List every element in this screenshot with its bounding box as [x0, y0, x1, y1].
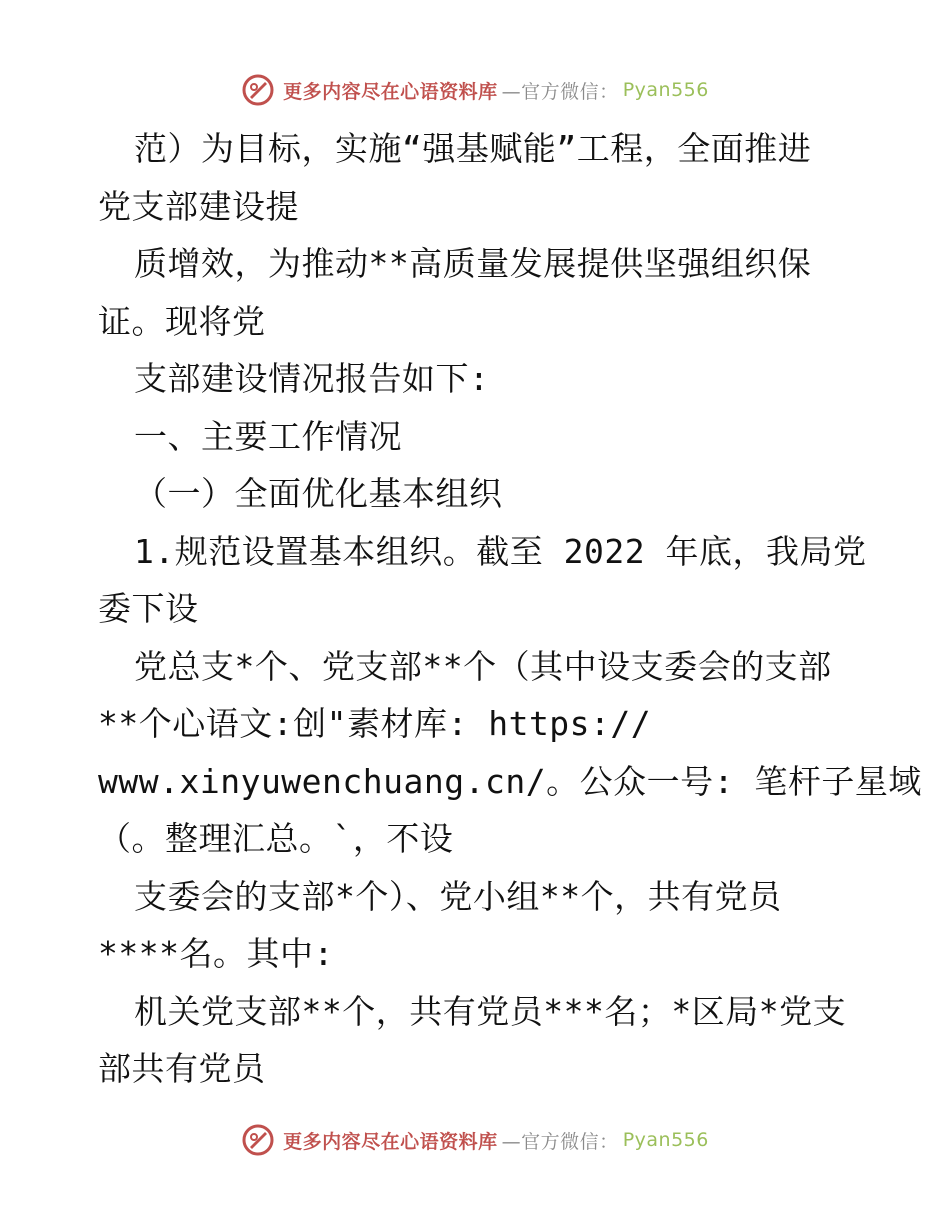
body-line: **个心语文:创"素材库: https://	[98, 704, 652, 743]
banner-title: 更多内容尽在心语资料库	[283, 80, 498, 103]
body-line: 机关党支部**个，共有党员***名；*区局*党支	[134, 991, 847, 1031]
section-heading: 一、主要工作情况	[134, 416, 402, 456]
body-line: 支委会的支部*个）、党小组**个，共有党员	[134, 876, 782, 916]
body-line: 证。现将党	[98, 301, 266, 341]
body-line: 范）为目标，实施“强基赋能”工程，全面推进	[134, 129, 812, 168]
body-line: 党总支*个、党支部**个（其中设支委会的支部	[134, 646, 832, 686]
body-line: 质增效，为推动**高质量发展提供坚强组织保	[134, 244, 812, 283]
header-banner	[0, 70, 950, 110]
body-line: 支部建设情况报告如下:	[134, 359, 490, 398]
banner-wechat-id: Pyan556	[622, 1129, 709, 1151]
quill-seal-icon	[241, 73, 275, 107]
quill-seal-icon	[241, 1123, 275, 1157]
banner-wechat-label: —官方微信：	[501, 1130, 619, 1153]
subsection-heading: （一）全面优化基本组织	[134, 474, 503, 513]
banner-wechat-id: Pyan556	[622, 79, 709, 101]
footer-banner	[0, 1120, 950, 1160]
body-line: www.xinyuwenchuang.cn/。公众一号: 笔杆子星域	[98, 761, 922, 801]
document-body	[98, 120, 922, 1098]
banner-title: 更多内容尽在心语资料库	[283, 1130, 498, 1153]
body-line: （。整理汇总。`，不设	[98, 819, 454, 858]
body-line: 部共有党员	[98, 1049, 266, 1088]
body-line: ****名。其中:	[98, 934, 334, 973]
body-line: 党支部建设提	[98, 186, 299, 226]
body-line: 委下设	[98, 589, 199, 628]
banner-wechat-label: —官方微信：	[501, 80, 619, 103]
body-line: 1.规范设置基本组织。截至 2022 年底，我局党	[134, 531, 867, 571]
